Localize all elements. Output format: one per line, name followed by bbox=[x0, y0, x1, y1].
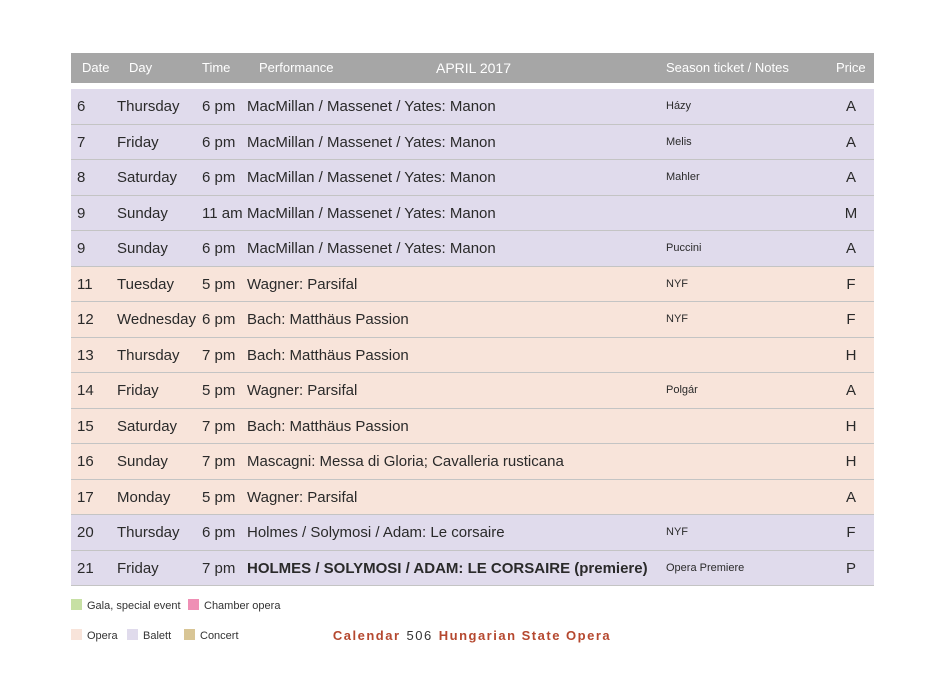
cell-day: Friday bbox=[117, 382, 159, 399]
table-row bbox=[71, 480, 874, 516]
table-row bbox=[71, 551, 874, 587]
header-day: Day bbox=[129, 60, 153, 75]
cell-day: Wednesday bbox=[117, 311, 196, 328]
gala-swatch bbox=[71, 599, 82, 610]
cell-time: 6 pm bbox=[202, 524, 236, 541]
cell-performance: Bach: Matthäus Passion bbox=[247, 346, 409, 364]
chamber-swatch bbox=[188, 599, 199, 610]
cell-note: Házy bbox=[666, 100, 692, 112]
calendar-table bbox=[71, 53, 874, 586]
table-row bbox=[71, 444, 874, 480]
cell-time: 6 pm bbox=[202, 311, 236, 328]
cell-date: 21 bbox=[77, 559, 94, 577]
cell-date: 11 bbox=[77, 275, 93, 293]
cell-performance: Bach: Matthäus Passion bbox=[247, 417, 409, 435]
cell-date: 6 bbox=[77, 98, 86, 115]
cell-time: 7 pm bbox=[202, 346, 236, 364]
cell-note: Opera Premiere bbox=[666, 561, 745, 574]
cell-performance: Wagner: Parsifal bbox=[247, 275, 358, 293]
header-month: APRIL 2017 bbox=[436, 60, 511, 76]
table-row bbox=[71, 231, 874, 267]
cell-day: Thursday bbox=[117, 98, 180, 115]
table-row bbox=[71, 515, 874, 551]
cell-performance: MacMillan / Massenet / Yates: Manon bbox=[247, 240, 496, 257]
cell-performance: MacMillan / Massenet / Yates: Manon bbox=[247, 98, 496, 115]
legend-balett: Balett bbox=[127, 629, 171, 642]
legend-gala: Gala, special event bbox=[71, 599, 181, 612]
cell-day: Saturday bbox=[117, 417, 178, 435]
cell-performance: Wagner: Parsifal bbox=[247, 382, 358, 399]
table-row bbox=[71, 160, 874, 196]
cell-performance: MacMillan / Massenet / Yates: Manon bbox=[247, 169, 496, 186]
cell-time: 11 am bbox=[202, 204, 243, 222]
cell-time: 6 pm bbox=[202, 240, 236, 257]
table-row bbox=[71, 302, 874, 338]
cell-date: 20 bbox=[77, 524, 94, 541]
legend-concert: Concert bbox=[184, 629, 239, 642]
cell-time: 6 pm bbox=[202, 133, 236, 151]
cell-date: 9 bbox=[77, 204, 86, 222]
cell-time: 5 pm bbox=[202, 382, 236, 399]
cell-price: F bbox=[846, 524, 856, 541]
header-time: Time bbox=[202, 60, 231, 75]
header-performance: Performance bbox=[259, 60, 334, 75]
cell-day: Monday bbox=[117, 488, 171, 506]
cell-price: P bbox=[845, 559, 856, 577]
cell-day: Sunday bbox=[117, 453, 168, 470]
cell-time: 7 pm bbox=[202, 453, 236, 470]
page-number: 506 bbox=[406, 628, 433, 643]
page-footer bbox=[0, 628, 944, 643]
cell-performance: MacMillan / Massenet / Yates: Manon bbox=[247, 204, 496, 222]
cell-time: 6 pm bbox=[202, 169, 236, 186]
legend-opera: Opera bbox=[71, 629, 118, 642]
cell-date: 9 bbox=[77, 240, 86, 257]
cell-date: 12 bbox=[77, 311, 94, 328]
cell-price: F bbox=[846, 275, 856, 293]
cell-price: A bbox=[845, 169, 856, 186]
cell-day: Sunday bbox=[117, 240, 168, 257]
cell-time: 6 pm bbox=[202, 98, 236, 115]
cell-day: Tuesday bbox=[117, 275, 174, 293]
table-row bbox=[71, 267, 874, 303]
cell-day: Sunday bbox=[117, 204, 168, 222]
cell-day: Saturday bbox=[117, 169, 178, 186]
cell-price: F bbox=[846, 311, 856, 328]
cell-price: M bbox=[844, 204, 858, 222]
cell-performance: HOLMES / SOLYMOSI / ADAM: LE CORSAIRE (premiere) bbox=[247, 559, 648, 577]
cell-date: 14 bbox=[77, 382, 94, 399]
cell-note: Mahler bbox=[666, 171, 700, 183]
cell-note: Melis bbox=[666, 135, 692, 148]
cell-time: 7 pm bbox=[202, 559, 236, 577]
legend-chamber: Chamber opera bbox=[188, 599, 280, 612]
cell-day: Friday bbox=[117, 133, 159, 151]
cell-date: 8 bbox=[77, 169, 86, 186]
cell-date: 17 bbox=[77, 488, 94, 506]
cell-day: Thursday bbox=[117, 346, 180, 364]
table-row bbox=[71, 338, 874, 374]
cell-time: 7 pm bbox=[202, 417, 236, 435]
cell-time: 5 pm bbox=[202, 488, 236, 506]
cell-price: H bbox=[845, 346, 857, 364]
cell-price: A bbox=[845, 98, 856, 115]
cell-performance: Mascagni: Messa di Gloria; Cavalleria rusticana bbox=[247, 453, 564, 470]
cell-performance: Bach: Matthäus Passion bbox=[247, 311, 409, 328]
cell-day: Thursday bbox=[117, 524, 180, 541]
header-date: Date bbox=[82, 60, 110, 75]
header-price: Price bbox=[836, 60, 866, 75]
footer-calendar: Calendar bbox=[332, 628, 401, 643]
cell-price: H bbox=[845, 453, 857, 470]
cell-note: NYF bbox=[666, 277, 688, 290]
cell-date: 13 bbox=[77, 346, 94, 364]
cell-note: Polgár bbox=[666, 384, 698, 396]
table-row bbox=[71, 409, 874, 445]
header-notes: Season ticket / Notes bbox=[666, 60, 789, 75]
cell-performance: Holmes / Solymosi / Adam: Le corsaire bbox=[247, 524, 505, 541]
footer-opera-name: Hungarian State Opera bbox=[438, 628, 612, 643]
table-body bbox=[71, 89, 874, 586]
table-row bbox=[71, 196, 874, 232]
cell-note: Puccini bbox=[666, 242, 702, 254]
cell-price: H bbox=[845, 417, 857, 435]
table-row bbox=[71, 89, 874, 125]
table-header bbox=[71, 53, 874, 83]
cell-time: 5 pm bbox=[202, 275, 236, 293]
cell-day: Friday bbox=[117, 559, 159, 577]
cell-date: 7 bbox=[77, 133, 86, 151]
cell-performance: MacMillan / Massenet / Yates: Manon bbox=[247, 133, 496, 151]
cell-note: NYF bbox=[666, 526, 688, 538]
table-row bbox=[71, 373, 874, 409]
cell-date: 15 bbox=[77, 417, 94, 435]
cell-price: A bbox=[845, 382, 856, 399]
table-row bbox=[71, 125, 874, 161]
cell-date: 16 bbox=[77, 453, 94, 470]
cell-price: A bbox=[845, 240, 856, 257]
cell-performance: Wagner: Parsifal bbox=[247, 488, 358, 506]
cell-price: A bbox=[845, 133, 856, 151]
cell-price: A bbox=[845, 488, 856, 506]
cell-note: NYF bbox=[666, 313, 688, 325]
